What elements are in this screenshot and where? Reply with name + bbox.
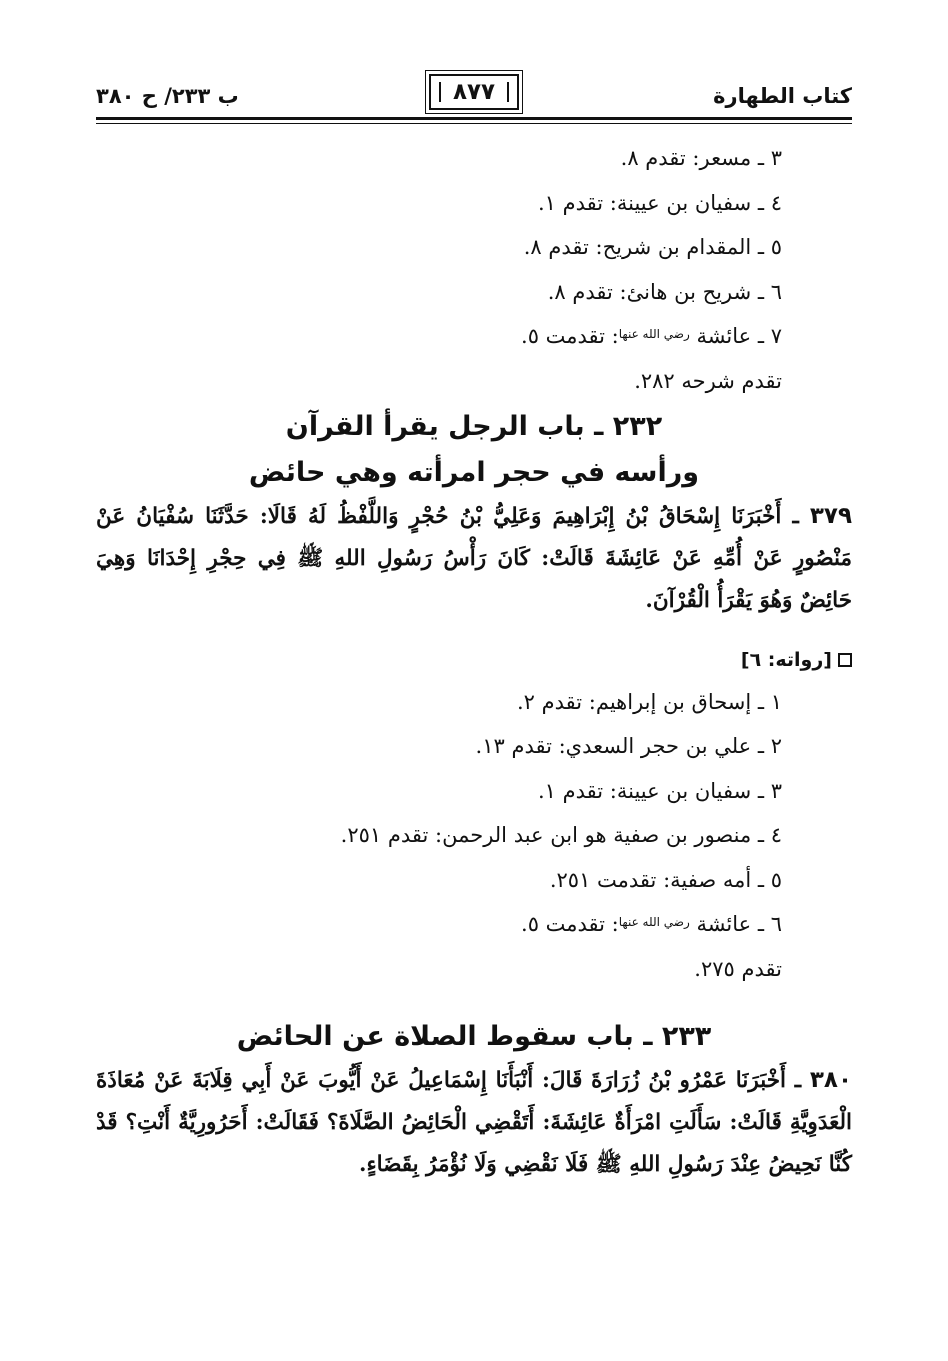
- reference-note: تقدم شرحه ٢٨٢.: [634, 368, 782, 393]
- list-item: ٤ ـ سفيان بن عيينة: تقدم ١.: [537, 190, 782, 215]
- narrator-name: ٦ ـ عائشة: [696, 912, 782, 936]
- list-item: [96, 314, 782, 359]
- list-item: ١ ـ إسحاق بن إبراهيم: تقدم ٢.: [516, 689, 782, 714]
- hadith-text: [96, 1059, 852, 1186]
- narrator-ref: : تقدمت ٥.: [521, 324, 619, 348]
- list-item: [96, 902, 782, 947]
- page-number: ٨٧٧: [429, 74, 519, 110]
- list-item: ٥ ـ المقدام بن شريح: تقدم ٨.: [523, 235, 782, 259]
- hadith-text: [96, 495, 852, 622]
- list-item: ٦ ـ شريح بن هانئ: تقدم ٨.: [547, 279, 782, 304]
- hadith-number: ٣٨٠: [809, 1066, 852, 1093]
- chapter-title: ٢٣٣ ـ باب سقوط الصلاة عن الحائض: [236, 1020, 712, 1052]
- header-rule-thin: [96, 123, 852, 124]
- honorific-glyph: رضي الله عنها: [618, 915, 690, 929]
- header-rule-thick: [96, 117, 852, 120]
- chapter-hadith-reference: ب ٢٣٣/ ح ٣٨٠: [96, 84, 239, 108]
- narrators-heading: [96, 640, 852, 680]
- reference-note: تقدم ٢٧٥.: [694, 956, 782, 981]
- list-item: ٢ ـ علي بن حجر السعدي: تقدم ١٣.: [475, 734, 782, 758]
- narrator-list: [96, 680, 852, 947]
- narrators-heading-label: [رواته: ٦]: [740, 648, 832, 671]
- narrator-list-previous: [96, 136, 852, 359]
- list-item: ٣ ـ سفيان بن عيينة: تقدم ١.: [537, 778, 782, 803]
- running-header: [96, 74, 852, 118]
- hadith-body: ـ أَخْبَرَنَا إِسْحَاقُ بْنُ إِبْرَاهِيمَ وَعَلِيُّ بْنُ حُجْرٍ وَاللَّفْظُ لَهُ قَالَا: حَدَّثَنَا سُفْيَانُ عَنْ مَنْصُورٍ عَنْ أُمِّهِ عَنْ عَائِشَةَ قَالَتْ: كَانَ رَأْسُ رَسُولِ اللهِ ﷺ فِي حِجْرِ إِحْدَانَا وَهِيَ حَائِضٌ وَهُوَ يَقْرَأُ الْقُرْآنَ.: [96, 503, 852, 613]
- list-item: ٣ ـ مسعر: تقدم ٨.: [620, 146, 782, 170]
- book-title: كتاب الطهارة: [713, 84, 852, 108]
- chapter-title-line2: ورأسه في حجر امرأته وهي حائض: [248, 456, 700, 488]
- narrator-ref: : تقدمت ٥.: [521, 912, 619, 936]
- list-item: ٥ ـ أمه صفية: تقدمت ٢٥١.: [549, 867, 782, 892]
- hadith-body: ـ أَخْبَرَنَا عَمْرُو بْنُ زُرَارَةَ قَالَ: أَنْبَأَنَا إِسْمَاعِيلُ عَنْ أَيُّوبَ عَنْ أَبِي قِلَابَةَ عَنْ مُعَاذَةَ الْعَدَوِيَّةِ قَالَتْ: سَأَلَتِ امْرَأَةٌ عَائِشَةَ: أَتَقْضِي الْحَائِضُ الصَّلَاةَ؟ فَقَالَتْ: أَحَرُورِيَّةٌ أَنْتِ؟ قَدْ كُنَّا نَحِيضُ عِنْدَ رَسُولِ اللهِ ﷺ فَلَا نَقْضِي وَلَا نُؤْمَرُ بِقَضَاءٍ.: [96, 1067, 852, 1177]
- square-outline-icon: [838, 653, 852, 667]
- list-item: ٤ ـ منصور بن صفية هو ابن عبد الرحمن: تقدم ٢٥١.: [340, 823, 782, 847]
- hadith-number: ٣٧٩: [809, 502, 852, 529]
- page-content: [96, 136, 852, 1186]
- narrator-name: ٧ ـ عائشة: [696, 324, 782, 348]
- honorific-glyph: رضي الله عنها: [618, 327, 690, 341]
- chapter-title: ٢٣٢ ـ باب الرجل يقرأ القرآن: [285, 410, 663, 442]
